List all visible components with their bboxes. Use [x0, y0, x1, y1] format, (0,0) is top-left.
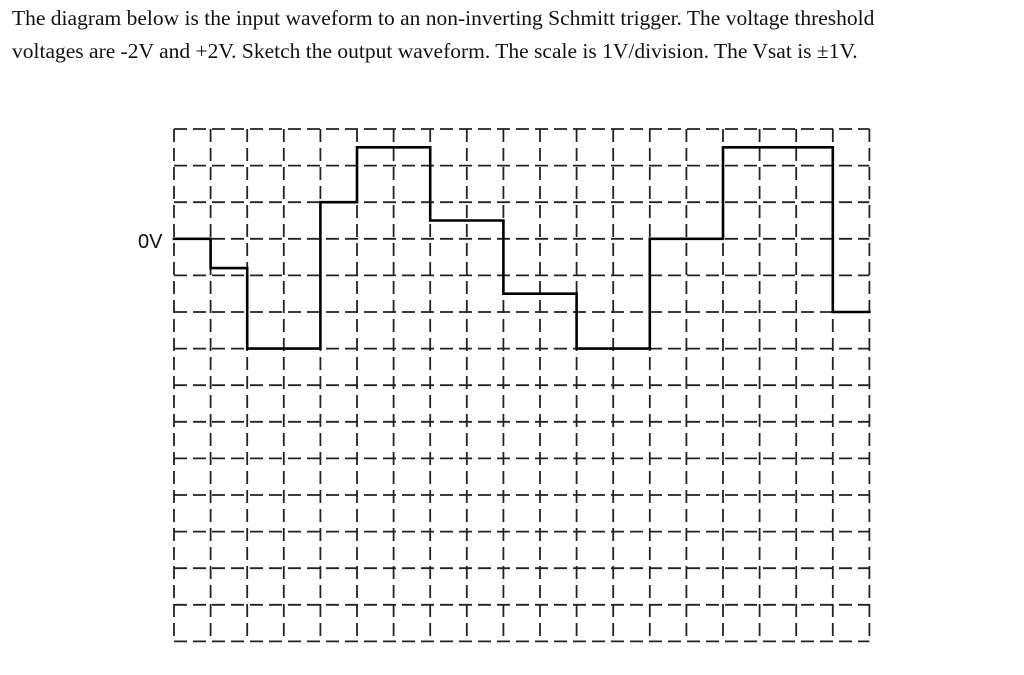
question-line-2: voltages are -2V and +2V. Sketch the output waveform. The scale is 1V/division. The Vsat is ±1V.: [12, 39, 858, 63]
question-line-1: The diagram below is the input waveform to an non-inverting Schmitt trigger. The voltage threshold: [12, 6, 875, 30]
zero-volt-label: 0V: [138, 231, 163, 253]
input-waveform: [174, 147, 869, 348]
dashed-grid: [174, 129, 869, 641]
